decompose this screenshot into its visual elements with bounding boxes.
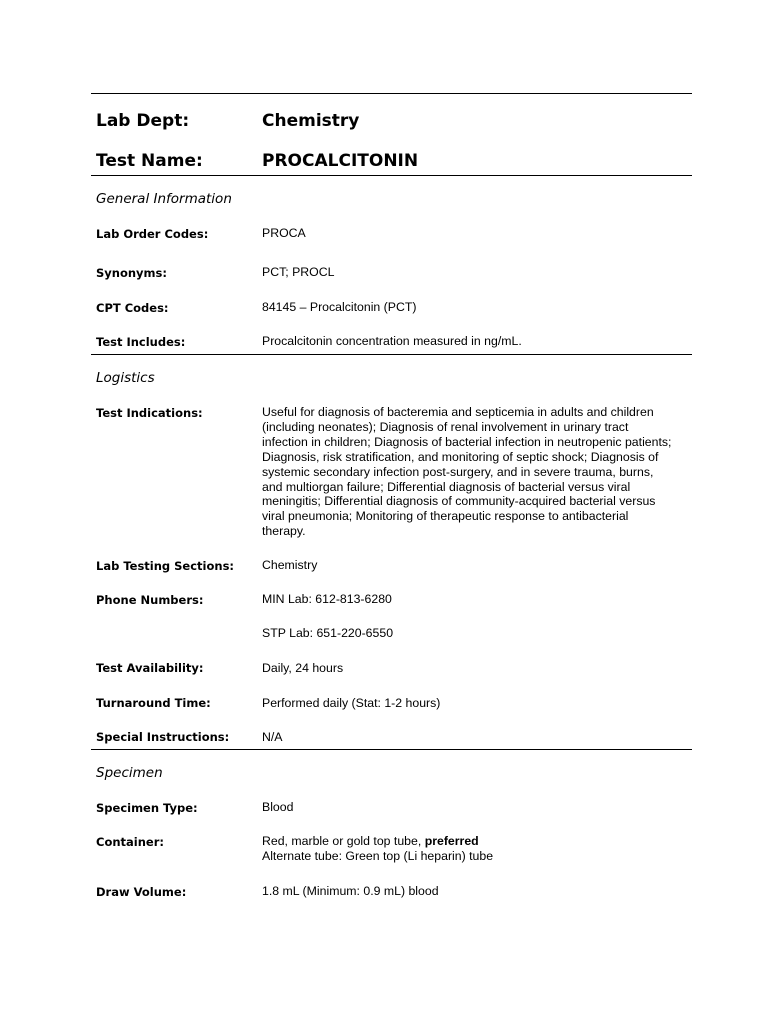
container-line-1 — [262, 834, 687, 849]
special-instructions-label: Special Instructions: — [96, 730, 230, 744]
test-indications-line: infection in children; Diagnosis of bacterial infection in neutropenic patients; — [262, 434, 672, 449]
top-divider — [91, 93, 692, 94]
header-divider — [91, 175, 692, 176]
general-divider — [91, 354, 692, 355]
logistics-divider — [91, 749, 692, 750]
lab-dept-label: Lab Dept: — [96, 111, 190, 131]
draw-volume-value: 1.8 mL (Minimum: 0.9 mL) blood — [262, 884, 439, 898]
container-value — [262, 834, 687, 864]
container-preferred-text: preferred — [424, 834, 479, 848]
test-includes-label: Test Includes: — [96, 335, 186, 349]
section-general-information-title: General Information — [96, 191, 232, 207]
test-name-label: Test Name: — [96, 151, 203, 171]
specimen-type-value: Blood — [262, 800, 294, 814]
test-indications-line: therapy. — [262, 524, 306, 539]
test-availability-label: Test Availability: — [96, 661, 204, 675]
test-indications-line: systemic secondary infection post-surgery, and in severe trauma, burns, — [262, 464, 654, 479]
synonyms-label: Synonyms: — [96, 266, 167, 280]
test-name-value: PROCALCITONIN — [262, 151, 419, 171]
container-line-1-text: Red, marble or gold top tube, — [262, 834, 425, 848]
test-indications-line: (including neonates); Diagnosis of renal involvement in urinary tract — [262, 419, 629, 434]
cpt-codes-value: 84145 – Procalcitonin (PCT) — [262, 300, 417, 314]
phone-min-value: MIN Lab: 612-813-6280 — [262, 592, 392, 606]
synonyms-value: PCT; PROCL — [262, 265, 335, 279]
lab-dept-value: Chemistry — [262, 111, 360, 131]
test-indications-line: Diagnosis, risk stratification, and monitoring of septic shock; Diagnosis of — [262, 449, 659, 464]
turnaround-time-value: Performed daily (Stat: 1-2 hours) — [262, 696, 441, 710]
specimen-type-label: Specimen Type: — [96, 801, 198, 815]
special-instructions-value: N/A — [262, 730, 283, 744]
test-includes-value: Procalcitonin concentration measured in ng/mL. — [262, 334, 522, 348]
test-indications-value — [262, 405, 687, 539]
test-indications-line: meningitis; Differential diagnosis of community-acquired bacterial versus — [262, 494, 656, 509]
section-logistics-title: Logistics — [96, 370, 155, 386]
phone-stp-value: STP Lab: 651-220-6550 — [262, 626, 394, 640]
phone-numbers-label: Phone Numbers: — [96, 593, 204, 607]
test-indications-line: and multiorgan failure; Differential diagnosis of bacterial versus viral — [262, 479, 631, 494]
lab-order-codes-label: Lab Order Codes: — [96, 227, 209, 241]
turnaround-time-label: Turnaround Time: — [96, 696, 211, 710]
container-line-2: Alternate tube: Green top (Li heparin) tube — [262, 848, 494, 863]
cpt-codes-label: CPT Codes: — [96, 301, 169, 315]
draw-volume-label: Draw Volume: — [96, 885, 187, 899]
section-specimen-title: Specimen — [96, 765, 163, 781]
container-label: Container: — [96, 835, 164, 849]
test-indications-line: Useful for diagnosis of bacteremia and septicemia in adults and children — [262, 405, 654, 419]
test-indications-line: viral pneumonia; Monitoring of therapeutic response to antibacterial — [262, 509, 629, 524]
lab-testing-sections-value: Chemistry — [262, 558, 318, 572]
test-availability-value: Daily, 24 hours — [262, 661, 344, 675]
lab-testing-sections-label: Lab Testing Sections: — [96, 559, 235, 573]
test-indications-label: Test Indications: — [96, 406, 203, 420]
lab-order-codes-value: PROCA — [262, 226, 306, 240]
